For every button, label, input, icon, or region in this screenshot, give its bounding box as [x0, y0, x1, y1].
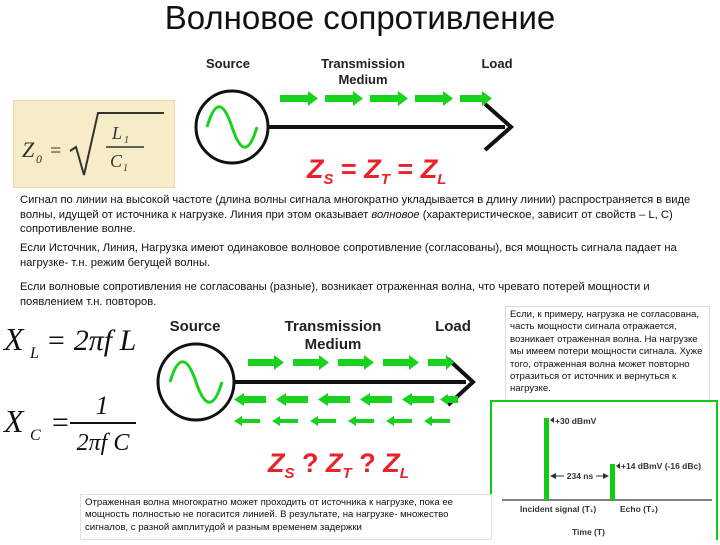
- reflected-arrow: [412, 396, 434, 403]
- impedance-mismatch-equation: $Z_S$ ? $Z_T$ ? $Z_L$: [268, 448, 409, 482]
- xc-den: 2πf C: [76, 430, 130, 456]
- source-label: Source: [169, 318, 221, 335]
- reflected-arrow: [356, 419, 374, 423]
- forward-arrow-head: [364, 355, 374, 370]
- reflected-arrow: [318, 419, 336, 423]
- xc-num: 1: [95, 391, 109, 420]
- reflected-arrow-head: [310, 416, 318, 426]
- z0-num: L: [112, 123, 123, 143]
- bottom-note: Отраженная волна многократно может проходить от источника к нагрузке, пока ее мощность полностью не погасится линией. В результате, на нагрузке- множество сигналов, с разной амплитудой и разным временем задержки: [80, 494, 492, 540]
- forward-arrow: [460, 95, 482, 102]
- reflected-arrow-head: [402, 393, 412, 406]
- reflected-arrow: [394, 419, 412, 423]
- forward-arrow-head: [308, 91, 318, 106]
- medium-label-2: Medium: [338, 72, 388, 87]
- source-label: Source: [205, 56, 251, 71]
- reflected-arrows-row1: [234, 393, 458, 406]
- incident-level-label: +30 dBmV: [555, 416, 597, 426]
- forward-arrow-head: [274, 355, 284, 370]
- forward-arrow: [415, 95, 443, 102]
- time-axis-label: Time (T): [572, 527, 605, 537]
- reflected-arrow-head: [234, 393, 244, 406]
- diagram-matched-graphic: [185, 40, 530, 190]
- sine-wave-icon: [170, 362, 222, 403]
- reflected-arrow-head: [440, 394, 448, 405]
- sine-wave-icon: [207, 107, 257, 148]
- z0-lhs: Z: [22, 137, 35, 162]
- z0-num-sub: 1: [124, 135, 129, 146]
- forward-arrow-head: [446, 355, 454, 370]
- reflected-arrow-head: [348, 416, 356, 426]
- xl-sub: L: [30, 345, 39, 362]
- forward-arrows: [280, 91, 492, 106]
- medium-label-1: Transmission: [284, 318, 382, 335]
- xc-sub: C: [30, 427, 41, 444]
- reflected-arrow: [370, 396, 392, 403]
- incident-signal-label: Incident signal (T₁): [520, 504, 597, 514]
- forward-arrow-head: [353, 91, 363, 106]
- xl-rhs: = 2πf L: [46, 324, 137, 357]
- xl-lhs: X: [4, 321, 24, 357]
- echo-pulse: [610, 464, 615, 500]
- medium-label-2: Medium: [304, 336, 362, 353]
- reflected-arrow-head: [424, 416, 432, 426]
- load-label: Load: [435, 318, 471, 335]
- load-label: Load: [481, 56, 513, 71]
- delay-label: 234 ns: [566, 471, 594, 481]
- reflected-arrow-head: [386, 416, 394, 426]
- incident-pulse: [544, 418, 549, 500]
- reflected-arrow-head: [318, 393, 328, 406]
- reflected-arrow: [432, 419, 450, 423]
- page-title: Волновое сопротивление: [164, 0, 556, 36]
- echo-label: Echo (T₂): [620, 504, 658, 514]
- forward-arrow-head: [319, 355, 329, 370]
- forward-arrow: [338, 359, 364, 366]
- forward-arrow-head: [398, 91, 408, 106]
- forward-arrows: [248, 355, 454, 370]
- forward-arrow: [370, 95, 398, 102]
- z0-den: C: [110, 151, 123, 171]
- reflected-arrow: [244, 396, 266, 403]
- forward-arrow-head: [443, 91, 453, 106]
- xc-equals: =: [50, 406, 71, 439]
- reflected-arrow: [286, 396, 308, 403]
- formula-xc: [2, 388, 142, 458]
- paragraph-mismatched: Если волновые сопротивления не согласованы (разные), возникает отраженная волна, что чревато потерей мощности и появлением т.н. повторов.: [20, 281, 650, 308]
- formula-xc-graphic: [2, 388, 142, 458]
- z0-den-sub: 1: [123, 163, 128, 174]
- formula-xl: [2, 314, 142, 364]
- echo-chart: [490, 400, 718, 540]
- incident-level-arrow-icon: [550, 417, 554, 423]
- paragraph-intro-text-a: Сигнал по линии на высокой частоте (длина волны сигнала многократно укладывается в длину линии) распространяется в виде волны, идущей от источника к нагрузке. Линия при этом оказывает: [20, 194, 691, 221]
- paragraph-intro-emphasis: волновое: [371, 208, 420, 221]
- paragraph-intro: [20, 193, 700, 237]
- reflected-arrows-row2: [234, 416, 450, 426]
- reflected-arrow: [280, 419, 298, 423]
- forward-arrow: [428, 359, 446, 366]
- paragraph-intro-text-b: (характеристическое, зависит от свойств – L, C) сопротивление волне.: [20, 208, 673, 235]
- side-note: Если, к примеру, нагрузка не согласована, часть мощности сигнала отражается, возникает отраженная волна. На нагрузке мы имеем потери мощности сигнала. Хуже того, отраженная волна может повторно отразиться от источник и вернуться к нагрузке.: [505, 306, 710, 404]
- forward-arrow: [383, 359, 409, 366]
- forward-arrow: [280, 95, 308, 102]
- z0-formula-graphic: [14, 101, 174, 187]
- reflected-arrow-head: [360, 393, 370, 406]
- diagram-mismatched-graphic: [148, 307, 493, 492]
- diagram-mismatched: [148, 307, 493, 492]
- reflected-arrow-head: [272, 416, 280, 426]
- medium-label-1: Transmission: [321, 56, 405, 71]
- diagram-matched: [185, 40, 530, 190]
- formula-z0: [13, 100, 175, 188]
- forward-arrow-head: [409, 355, 419, 370]
- echo-chart-graphic: [492, 402, 716, 540]
- forward-arrow: [248, 359, 274, 366]
- paragraph-matched: Если Источник, Линия, Нагрузка имеют одинаковое волновое сопротивление (согласованы), вся мощность сигнала падает на нагрузке- т.н. режим бегущей волны.: [20, 242, 677, 269]
- forward-arrow: [325, 95, 353, 102]
- reflected-arrow: [328, 396, 350, 403]
- formula-xl-graphic: [2, 314, 142, 364]
- z0-eq: =: [50, 140, 62, 162]
- delay-arrow-right-icon: [603, 473, 609, 479]
- xc-lhs: X: [4, 403, 24, 439]
- echo-level-label: +14 dBmV (-16 dBc): [621, 461, 702, 471]
- delay-arrow-left-icon: [550, 473, 556, 479]
- impedance-equation: $Z_S = Z_T = Z_L$: [307, 154, 447, 188]
- reflected-arrow: [242, 419, 260, 423]
- forward-arrow: [293, 359, 319, 366]
- reflected-arrow-head: [276, 393, 286, 406]
- echo-level-arrow-icon: [616, 463, 620, 469]
- reflected-arrow-head: [234, 416, 242, 426]
- reflected-arrow: [448, 396, 458, 403]
- z0-lhs-sub: 0: [36, 152, 42, 166]
